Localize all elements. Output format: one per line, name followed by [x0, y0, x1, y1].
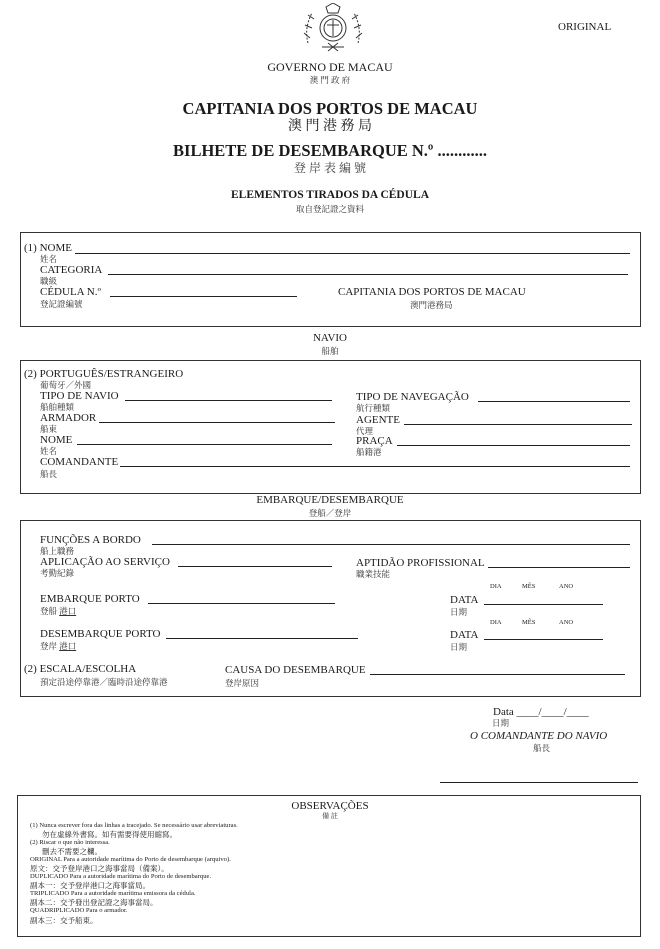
section-heading-navio: NAVIO [312, 332, 348, 344]
praca-field[interactable] [397, 445, 630, 446]
categoria-label-zh: 職級 [40, 276, 58, 286]
dia-label: DIA [490, 619, 502, 626]
ship-name-label-zh: 姓名 [40, 446, 58, 456]
observacoes-title: OBSERVAÇÕES [291, 800, 369, 812]
comandante-label-zh: 船長 [40, 469, 58, 479]
note-line: 副本一：交予登岸港口之海事當局。 [30, 881, 150, 890]
agente-label-zh: 代理 [356, 426, 374, 436]
section-heading-cedula: ELEMENTOS TIRADOS DA CÉDULA [231, 189, 429, 201]
comandante-field[interactable] [120, 466, 630, 467]
ano-label: ANO [559, 619, 574, 626]
tipo-navio-field[interactable] [125, 400, 332, 401]
form-title-zh: 登 岸 表 編 號 [293, 161, 366, 175]
funcoes-label-zh: 船上職務 [40, 546, 75, 556]
agente-field[interactable] [404, 424, 632, 425]
government-name-zh: 澳 門 政 府 [309, 75, 351, 85]
commander-title-zh: 船長 [533, 743, 551, 753]
armador-label-zh: 船東 [40, 424, 58, 434]
embarque-data-label-zh: 日期 [450, 607, 468, 617]
aptidao-label: APTIDÃO PROFISSIONAL [356, 557, 485, 569]
desembarque-data-label-zh: 日期 [450, 642, 468, 652]
cedula-number-label-zh: 登記證編號 [40, 299, 83, 309]
nacionalidade-label: (2) PORTUGUÊS/ESTRANGEIRO [24, 368, 184, 380]
government-name: GOVERNO DE MACAU [267, 60, 393, 74]
funcoes-label: FUNÇÕES A BORDO [40, 534, 141, 546]
causa-field[interactable] [370, 674, 625, 675]
signature-date-zh: 日期 [492, 718, 510, 728]
agente-label: AGENTE [356, 414, 400, 426]
signature-line[interactable] [440, 782, 638, 783]
note-line: (2) Riscar o que não interessa. [30, 839, 110, 846]
desembarque-zh: 登岸 [40, 641, 58, 651]
armador-label: ARMADOR [40, 412, 97, 424]
ship-name-field[interactable] [77, 444, 332, 445]
embarque-data-field[interactable] [484, 604, 603, 605]
praca-label-zh: 船籍港 [356, 447, 382, 457]
armador-field[interactable] [99, 422, 335, 423]
copy-label: ORIGINAL [558, 21, 612, 33]
note-line: 副本三：交予船東。 [30, 916, 98, 925]
note-line: 副本二：交予發出登記證之海事當局。 [30, 898, 158, 907]
causa-label: CAUSA DO DESEMBARQUE [225, 664, 366, 676]
nome-label-zh: 姓名 [40, 254, 58, 264]
cedula-number-field[interactable] [110, 296, 297, 297]
coat-of-arms-emblem [300, 3, 366, 53]
tipo-navio-label: TIPO DE NAVIO [40, 390, 119, 402]
navio-section [20, 360, 641, 494]
porto-zh: 港口 [59, 606, 77, 616]
issuing-authority-zh: 澳門港務局 [410, 300, 453, 310]
funcoes-field[interactable] [152, 544, 630, 545]
desembarque-porto-label-zh [40, 642, 76, 651]
desembarque-data-field[interactable] [484, 639, 603, 640]
embarque-porto-label: EMBARQUE PORTO [40, 593, 140, 605]
note-line: ORIGINAL Para a autoridade marítima do Porto de desembarque (arquivo). [30, 856, 231, 863]
note-line: 刪去不需要之欄。 [42, 847, 102, 856]
categoria-field[interactable] [108, 274, 628, 275]
desembarque-data-label: DATA [450, 629, 479, 641]
note-line: 勿在虛線外書寫。如有需要得使用縮寫。 [42, 830, 177, 839]
praca-label: PRAÇA [356, 435, 393, 447]
observacoes-title-zh: 備 註 [322, 812, 338, 820]
note-line: QUADRIPLICADO Para o armador. [30, 907, 128, 914]
escala-label-zh: 預定沿途停靠港／臨時沿途停靠港 [40, 677, 168, 687]
issuing-authority: CAPITANIA DOS PORTOS DE MACAU [338, 286, 526, 298]
note-line: (1) Nunca escrever fora das linhas a tracejado. Se necessário usar abreviaturas. [30, 822, 238, 829]
nome-label: (1) NOME [24, 242, 72, 254]
note-line: DUPLICADO Para a autoridade marítima do Porto de desembarque. [30, 873, 212, 880]
authority-title: CAPITANIA DOS PORTOS DE MACAU [182, 99, 478, 118]
escala-label: (2) ESCALA/ESCOLHA [24, 663, 137, 675]
section-heading-navio-zh: 船舶 [321, 346, 339, 356]
mes-label: MÊS [522, 619, 536, 626]
nacionalidade-label-zh: 葡萄牙／外國 [40, 380, 92, 390]
aptidao-label-zh: 職業技能 [356, 569, 391, 579]
note-line: TRIPLICADO Para a autoridade marítima emissora da cédula. [30, 890, 196, 897]
tipo-navio-label-zh: 船舶種類 [40, 402, 75, 412]
aplicacao-label-zh: 考勤紀錄 [40, 568, 75, 578]
dia-label: DIA [490, 583, 502, 590]
desembarque-porto-label: DESEMBARQUE PORTO [40, 628, 161, 640]
causa-label-zh: 登岸原因 [225, 678, 260, 688]
embarque-porto-label-zh [40, 607, 76, 616]
aplicacao-label: APLICAÇÃO AO SERVIÇO [40, 556, 170, 568]
desembarque-porto-field[interactable] [166, 638, 358, 639]
porto-zh: 港口 [59, 641, 77, 651]
categoria-label: CATEGORIA [40, 264, 103, 276]
cedula-number-label: CÉDULA N.º [40, 286, 101, 298]
cedula-section [20, 232, 641, 327]
embarque-porto-field[interactable] [148, 603, 335, 604]
tipo-navegacao-label: TIPO DE NAVEGAÇÃO [356, 391, 469, 403]
comandante-label: COMANDANTE [40, 456, 119, 468]
nome-field[interactable] [75, 253, 630, 254]
section-heading-embarque-zh: 登船／登岸 [308, 508, 352, 518]
tipo-navegacao-label-zh: 航行種類 [356, 403, 391, 413]
form-title: BILHETE DE DESEMBARQUE N.º ............ [173, 141, 487, 160]
mes-label: MÊS [522, 583, 536, 590]
section-heading-embarque: EMBARQUE/DESEMBARQUE [256, 494, 404, 506]
ano-label: ANO [559, 583, 574, 590]
tipo-navegacao-field[interactable] [478, 401, 630, 402]
aplicacao-field[interactable] [178, 566, 332, 567]
section-heading-cedula-zh: 取自登記證之資料 [295, 204, 364, 214]
aptidao-field[interactable] [488, 567, 630, 568]
embarque-data-label: DATA [450, 594, 479, 606]
note-line: 原文：交予登岸港口之海事當局（備案）。 [30, 864, 169, 873]
ship-name-label: NOME [40, 434, 73, 446]
embarque-zh: 登船 [40, 606, 58, 616]
authority-title-zh: 澳 門 港 務 局 [288, 119, 372, 134]
commander-title: O COMANDANTE DO NAVIO [470, 730, 608, 742]
signature-date[interactable]: Data ____/____/____ [493, 706, 589, 718]
